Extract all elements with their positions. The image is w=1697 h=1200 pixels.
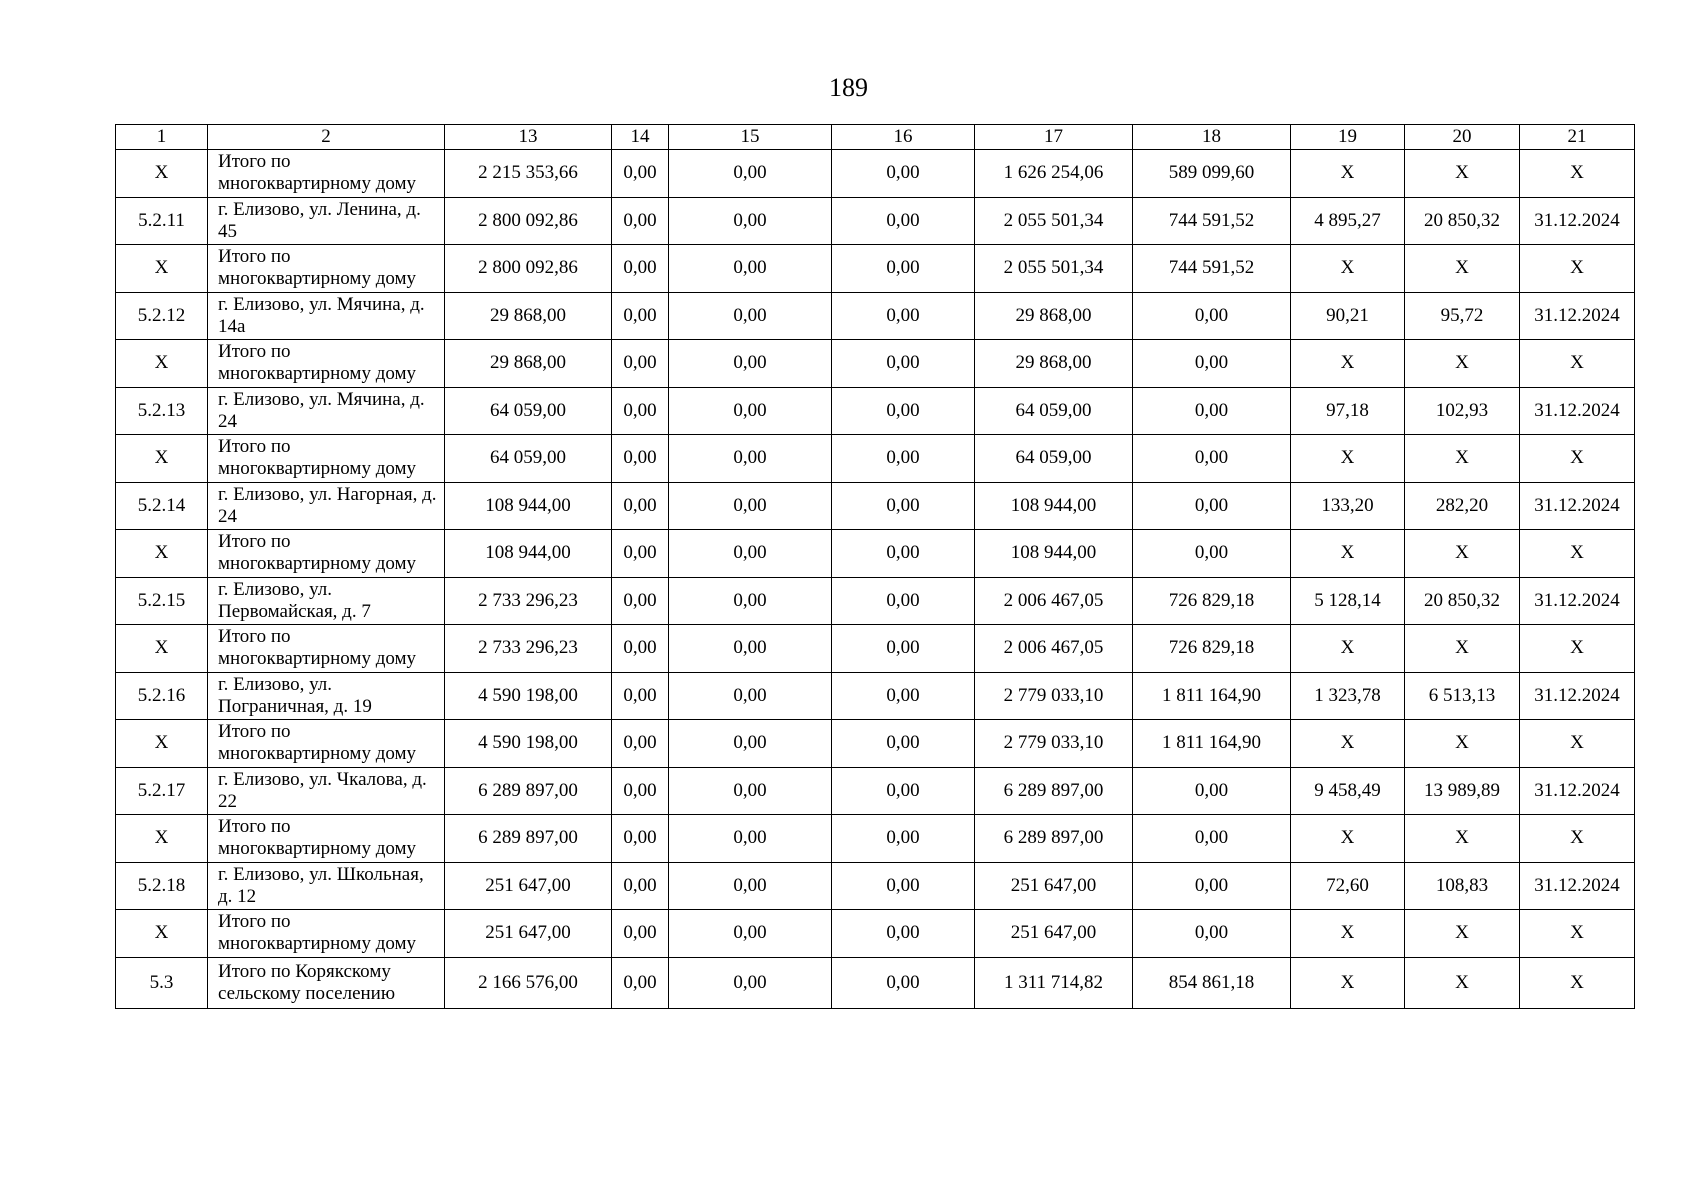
table-body bbox=[116, 125, 1635, 1009]
table-cell: 0,00 bbox=[612, 577, 669, 625]
table-cell: 4 895,27 bbox=[1291, 197, 1405, 245]
table-cell: X bbox=[1520, 625, 1635, 673]
table-row bbox=[116, 387, 1635, 435]
table-cell: 6 289 897,00 bbox=[445, 815, 612, 863]
table-cell: 0,00 bbox=[612, 910, 669, 958]
table-cell: 2 215 353,66 bbox=[445, 150, 612, 198]
table-cell: X bbox=[1405, 530, 1520, 578]
table-cell: 0,00 bbox=[669, 482, 832, 530]
table-cell: 0,00 bbox=[832, 482, 975, 530]
table-cell: 2 800 092,86 bbox=[445, 197, 612, 245]
row-number-cell: X bbox=[116, 815, 208, 863]
table-cell: 0,00 bbox=[669, 387, 832, 435]
row-name-cell: Итого по многоквартирному дому bbox=[208, 720, 445, 768]
table-cell: 108 944,00 bbox=[445, 482, 612, 530]
table-cell: 0,00 bbox=[612, 150, 669, 198]
table-cell: X bbox=[1291, 815, 1405, 863]
table-cell: 0,00 bbox=[1133, 862, 1291, 910]
table-cell: 0,00 bbox=[832, 815, 975, 863]
table-cell: 0,00 bbox=[832, 767, 975, 815]
table-cell: 97,18 bbox=[1291, 387, 1405, 435]
table-cell: 72,60 bbox=[1291, 862, 1405, 910]
table-cell: X bbox=[1405, 340, 1520, 388]
table-cell: 726 829,18 bbox=[1133, 625, 1291, 673]
table-cell: 2 055 501,34 bbox=[975, 245, 1133, 293]
table-cell: 744 591,52 bbox=[1133, 245, 1291, 293]
table-cell: X bbox=[1520, 435, 1635, 483]
row-number-cell: 5.2.17 bbox=[116, 767, 208, 815]
table-cell: 0,00 bbox=[612, 387, 669, 435]
table-cell: 0,00 bbox=[669, 910, 832, 958]
table-cell: 0,00 bbox=[669, 197, 832, 245]
table-cell: 20 850,32 bbox=[1405, 197, 1520, 245]
table-cell: X bbox=[1291, 245, 1405, 293]
row-name-cell: г. Елизово, ул. Нагорная, д. 24 bbox=[208, 482, 445, 530]
table-cell: 2 006 467,05 bbox=[975, 577, 1133, 625]
table-cell: 4 590 198,00 bbox=[445, 720, 612, 768]
table-cell: X bbox=[1520, 340, 1635, 388]
table-cell: 0,00 bbox=[669, 720, 832, 768]
table-row bbox=[116, 767, 1635, 815]
table-cell: X bbox=[1405, 625, 1520, 673]
table-row bbox=[116, 720, 1635, 768]
row-name-cell: г. Елизово, ул. Пограничная, д. 19 bbox=[208, 672, 445, 720]
row-name-cell: г. Елизово, ул. Первомайская, д. 7 bbox=[208, 577, 445, 625]
table-cell: 29 868,00 bbox=[445, 292, 612, 340]
row-name-cell: Итого по многоквартирному дому bbox=[208, 530, 445, 578]
header-cell: 18 bbox=[1133, 125, 1291, 150]
row-name-cell: Итого по многоквартирному дому bbox=[208, 815, 445, 863]
table-cell: 108 944,00 bbox=[975, 530, 1133, 578]
table-cell: X bbox=[1405, 245, 1520, 293]
table-cell: X bbox=[1405, 720, 1520, 768]
row-number-cell: 5.2.11 bbox=[116, 197, 208, 245]
table-cell: 0,00 bbox=[612, 245, 669, 293]
header-cell: 21 bbox=[1520, 125, 1635, 150]
table-cell: 0,00 bbox=[669, 672, 832, 720]
table-cell: 251 647,00 bbox=[975, 862, 1133, 910]
table-cell: 589 099,60 bbox=[1133, 150, 1291, 198]
row-name-cell: Итого по многоквартирному дому bbox=[208, 625, 445, 673]
table-cell: X bbox=[1405, 150, 1520, 198]
table-cell: 0,00 bbox=[832, 530, 975, 578]
table-cell: 0,00 bbox=[612, 625, 669, 673]
table-cell: 0,00 bbox=[832, 625, 975, 673]
table-row bbox=[116, 957, 1635, 1008]
table-cell: 0,00 bbox=[612, 815, 669, 863]
table-cell: 64 059,00 bbox=[975, 435, 1133, 483]
table-cell: 31.12.2024 bbox=[1520, 482, 1635, 530]
row-name-cell: г. Елизово, ул. Ленина, д. 45 bbox=[208, 197, 445, 245]
table-cell: 2 733 296,23 bbox=[445, 577, 612, 625]
table-row bbox=[116, 625, 1635, 673]
table-cell: 64 059,00 bbox=[975, 387, 1133, 435]
table-cell: 0,00 bbox=[612, 435, 669, 483]
table-cell: 0,00 bbox=[612, 482, 669, 530]
table-cell: 0,00 bbox=[669, 340, 832, 388]
table-cell: 0,00 bbox=[832, 197, 975, 245]
row-number-cell: X bbox=[116, 245, 208, 293]
header-cell: 14 bbox=[612, 125, 669, 150]
header-cell: 2 bbox=[208, 125, 445, 150]
table-cell: 1 323,78 bbox=[1291, 672, 1405, 720]
table-cell: 64 059,00 bbox=[445, 435, 612, 483]
table-cell: X bbox=[1520, 150, 1635, 198]
table-cell: X bbox=[1520, 910, 1635, 958]
table-cell: X bbox=[1291, 910, 1405, 958]
table-cell: 29 868,00 bbox=[445, 340, 612, 388]
table-cell: 0,00 bbox=[832, 577, 975, 625]
table-cell: 0,00 bbox=[669, 815, 832, 863]
table-cell: 108 944,00 bbox=[445, 530, 612, 578]
table-row bbox=[116, 150, 1635, 198]
table-cell: 90,21 bbox=[1291, 292, 1405, 340]
row-number-cell: 5.2.18 bbox=[116, 862, 208, 910]
row-number-cell: X bbox=[116, 720, 208, 768]
table-cell: 95,72 bbox=[1405, 292, 1520, 340]
row-number-cell: 5.2.15 bbox=[116, 577, 208, 625]
table-cell: 251 647,00 bbox=[975, 910, 1133, 958]
page-number: 189 bbox=[829, 73, 868, 102]
table-cell: 0,00 bbox=[1133, 292, 1291, 340]
table-cell: X bbox=[1405, 435, 1520, 483]
table-header-row bbox=[116, 125, 1635, 150]
table-cell: 1 811 164,90 bbox=[1133, 720, 1291, 768]
table-cell: 6 289 897,00 bbox=[975, 767, 1133, 815]
table-cell: 31.12.2024 bbox=[1520, 862, 1635, 910]
table-cell: 2 006 467,05 bbox=[975, 625, 1133, 673]
row-name-cell: г. Елизово, ул. Школьная, д. 12 bbox=[208, 862, 445, 910]
table-cell: 13 989,89 bbox=[1405, 767, 1520, 815]
table-cell: 0,00 bbox=[669, 577, 832, 625]
table-cell: 0,00 bbox=[612, 530, 669, 578]
table-cell: 0,00 bbox=[669, 530, 832, 578]
row-number-cell: X bbox=[116, 910, 208, 958]
row-name-cell: г. Елизово, ул. Чкалова, д. 22 bbox=[208, 767, 445, 815]
table-cell: 2 055 501,34 bbox=[975, 197, 1133, 245]
table-cell: 1 811 164,90 bbox=[1133, 672, 1291, 720]
table-row bbox=[116, 292, 1635, 340]
table-cell: 0,00 bbox=[832, 910, 975, 958]
table-cell: 0,00 bbox=[832, 387, 975, 435]
table-cell: X bbox=[1405, 957, 1520, 1008]
table-cell: 0,00 bbox=[612, 340, 669, 388]
table-row bbox=[116, 815, 1635, 863]
table-cell: 31.12.2024 bbox=[1520, 292, 1635, 340]
table-cell: 31.12.2024 bbox=[1520, 577, 1635, 625]
table-cell: 0,00 bbox=[669, 862, 832, 910]
header-cell: 15 bbox=[669, 125, 832, 150]
table-cell: 0,00 bbox=[1133, 530, 1291, 578]
table-cell: 744 591,52 bbox=[1133, 197, 1291, 245]
row-number-cell: 5.3 bbox=[116, 957, 208, 1008]
header-cell: 13 bbox=[445, 125, 612, 150]
table-cell: 251 647,00 bbox=[445, 910, 612, 958]
table-cell: X bbox=[1520, 530, 1635, 578]
table-cell: X bbox=[1291, 340, 1405, 388]
table-cell: 4 590 198,00 bbox=[445, 672, 612, 720]
table-cell: X bbox=[1520, 957, 1635, 1008]
table-cell: X bbox=[1291, 150, 1405, 198]
table-row bbox=[116, 340, 1635, 388]
table-cell: 1 626 254,06 bbox=[975, 150, 1133, 198]
table-cell: 2 779 033,10 bbox=[975, 720, 1133, 768]
table-cell: X bbox=[1291, 435, 1405, 483]
row-name-cell: г. Елизово, ул. Мячина, д. 14а bbox=[208, 292, 445, 340]
header-cell: 19 bbox=[1291, 125, 1405, 150]
table-cell: 0,00 bbox=[669, 292, 832, 340]
table-cell: 0,00 bbox=[1133, 910, 1291, 958]
row-name-cell: Итого по многоквартирному дому bbox=[208, 910, 445, 958]
table-cell: 29 868,00 bbox=[975, 292, 1133, 340]
table-cell: 251 647,00 bbox=[445, 862, 612, 910]
table-row bbox=[116, 862, 1635, 910]
table-cell: 6 289 897,00 bbox=[975, 815, 1133, 863]
table-cell: 726 829,18 bbox=[1133, 577, 1291, 625]
table-cell: 0,00 bbox=[669, 245, 832, 293]
row-number-cell: X bbox=[116, 625, 208, 673]
row-number-cell: 5.2.16 bbox=[116, 672, 208, 720]
table-cell: 31.12.2024 bbox=[1520, 197, 1635, 245]
table-cell: X bbox=[1520, 815, 1635, 863]
table-cell: 0,00 bbox=[669, 150, 832, 198]
row-number-cell: X bbox=[116, 340, 208, 388]
row-name-cell: Итого по многоквартирному дому bbox=[208, 150, 445, 198]
table-cell: X bbox=[1291, 957, 1405, 1008]
row-name-cell: Итого по Корякскому сельскому поселению bbox=[208, 957, 445, 1008]
table-row bbox=[116, 482, 1635, 530]
table-cell: 102,93 bbox=[1405, 387, 1520, 435]
table-row bbox=[116, 672, 1635, 720]
table-cell: 0,00 bbox=[832, 435, 975, 483]
row-name-cell: Итого по многоквартирному дому bbox=[208, 340, 445, 388]
table-cell: X bbox=[1291, 625, 1405, 673]
table-cell: 2 800 092,86 bbox=[445, 245, 612, 293]
table-cell: 31.12.2024 bbox=[1520, 387, 1635, 435]
table-cell: 0,00 bbox=[1133, 387, 1291, 435]
table-row bbox=[116, 577, 1635, 625]
table-row bbox=[116, 530, 1635, 578]
header-cell: 20 bbox=[1405, 125, 1520, 150]
row-number-cell: X bbox=[116, 435, 208, 483]
table-cell: 29 868,00 bbox=[975, 340, 1133, 388]
table-cell: 108,83 bbox=[1405, 862, 1520, 910]
table-cell: 0,00 bbox=[832, 720, 975, 768]
table-cell: 108 944,00 bbox=[975, 482, 1133, 530]
table-cell: 5 128,14 bbox=[1291, 577, 1405, 625]
table-cell: 0,00 bbox=[669, 625, 832, 673]
row-number-cell: X bbox=[116, 150, 208, 198]
row-number-cell: 5.2.14 bbox=[116, 482, 208, 530]
table-cell: X bbox=[1520, 720, 1635, 768]
table-cell: 133,20 bbox=[1291, 482, 1405, 530]
table-cell: 0,00 bbox=[669, 767, 832, 815]
table-cell: 0,00 bbox=[832, 862, 975, 910]
table-cell: 0,00 bbox=[832, 672, 975, 720]
table-cell: 0,00 bbox=[832, 292, 975, 340]
table-cell: 0,00 bbox=[832, 957, 975, 1008]
table-cell: 0,00 bbox=[832, 150, 975, 198]
header-cell: 17 bbox=[975, 125, 1133, 150]
table-cell: 31.12.2024 bbox=[1520, 767, 1635, 815]
table-cell: 64 059,00 bbox=[445, 387, 612, 435]
table-cell: 0,00 bbox=[612, 862, 669, 910]
table-cell: 2 779 033,10 bbox=[975, 672, 1133, 720]
table-cell: 0,00 bbox=[1133, 482, 1291, 530]
table-row bbox=[116, 435, 1635, 483]
table-cell: 0,00 bbox=[669, 957, 832, 1008]
table-cell: 0,00 bbox=[1133, 340, 1291, 388]
table-cell: 0,00 bbox=[832, 340, 975, 388]
row-number-cell: X bbox=[116, 530, 208, 578]
table-cell: 0,00 bbox=[669, 435, 832, 483]
table-cell: 854 861,18 bbox=[1133, 957, 1291, 1008]
table-row bbox=[116, 245, 1635, 293]
table-cell: 0,00 bbox=[612, 767, 669, 815]
header-cell: 16 bbox=[832, 125, 975, 150]
table-cell: 1 311 714,82 bbox=[975, 957, 1133, 1008]
table-cell: 0,00 bbox=[612, 197, 669, 245]
table-cell: X bbox=[1291, 720, 1405, 768]
data-table bbox=[115, 124, 1635, 1009]
table-cell: X bbox=[1405, 910, 1520, 958]
table-cell: 0,00 bbox=[612, 292, 669, 340]
row-name-cell: Итого по многоквартирному дому bbox=[208, 245, 445, 293]
table-row bbox=[116, 910, 1635, 958]
table-cell: 0,00 bbox=[612, 672, 669, 720]
header-cell: 1 bbox=[116, 125, 208, 150]
table-cell: 0,00 bbox=[612, 957, 669, 1008]
table-row bbox=[116, 197, 1635, 245]
table-cell: 9 458,49 bbox=[1291, 767, 1405, 815]
table-cell: 0,00 bbox=[1133, 767, 1291, 815]
table-cell: 20 850,32 bbox=[1405, 577, 1520, 625]
table-cell: 0,00 bbox=[612, 720, 669, 768]
table-cell: 282,20 bbox=[1405, 482, 1520, 530]
row-name-cell: Итого по многоквартирному дому bbox=[208, 435, 445, 483]
table-cell: 0,00 bbox=[1133, 815, 1291, 863]
table-cell: 6 289 897,00 bbox=[445, 767, 612, 815]
row-number-cell: 5.2.12 bbox=[116, 292, 208, 340]
table-cell: 0,00 bbox=[1133, 435, 1291, 483]
table-cell: X bbox=[1520, 245, 1635, 293]
table-cell: 6 513,13 bbox=[1405, 672, 1520, 720]
table-cell: X bbox=[1291, 530, 1405, 578]
row-name-cell: г. Елизово, ул. Мячина, д. 24 bbox=[208, 387, 445, 435]
row-number-cell: 5.2.13 bbox=[116, 387, 208, 435]
table-cell: 2 733 296,23 bbox=[445, 625, 612, 673]
table-cell: 2 166 576,00 bbox=[445, 957, 612, 1008]
table-cell: X bbox=[1405, 815, 1520, 863]
table-cell: 31.12.2024 bbox=[1520, 672, 1635, 720]
table-cell: 0,00 bbox=[832, 245, 975, 293]
